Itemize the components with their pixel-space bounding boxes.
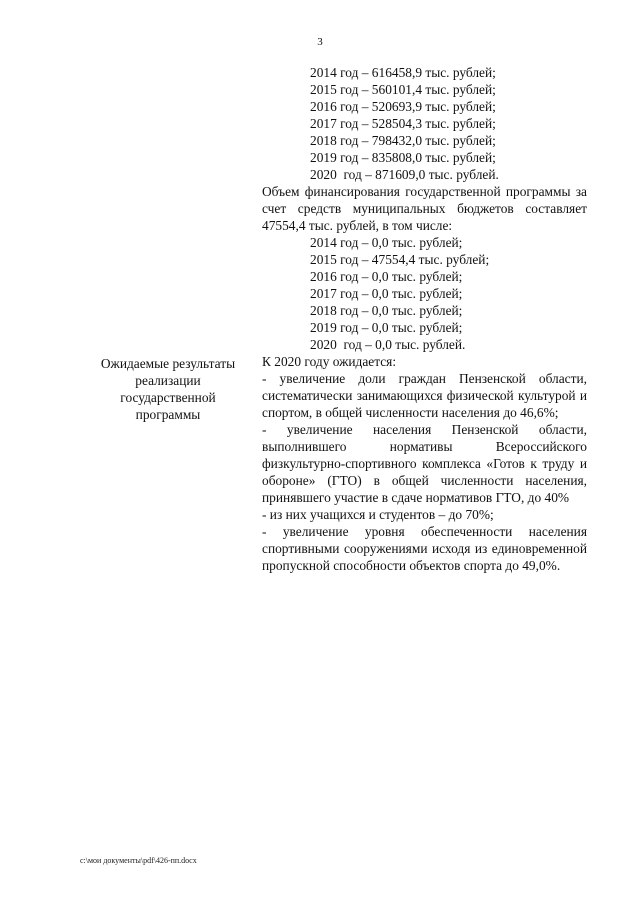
list-item: 2015 год – 47554,4 тыс. рублей; <box>310 252 490 267</box>
list-item: 2017 год – 528504,3 тыс. рублей; <box>310 116 496 131</box>
list-item: 2016 год – 0,0 тыс. рублей; <box>310 269 463 284</box>
list-item: - увеличение населения Пензенской области, выполнившего нормативы Всероссийского физкультурно-спортивного комплекса «Готов к труду и обороне» (ГТО) в общей численности населения, принявшего участие в сдаче нормативов ГТО, до 40% <box>262 422 587 505</box>
list-item: 2020 год – 0,0 тыс. рублей. <box>310 337 466 352</box>
financing-municipal-list <box>262 234 635 353</box>
results-intro: К 2020 году ожидается: <box>262 354 397 369</box>
list-item: 2019 год – 0,0 тыс. рублей; <box>310 320 463 335</box>
list-item: 2020 год – 871609,0 тыс. рублей. <box>310 167 499 182</box>
list-item: 2016 год – 520693,9 тыс. рублей; <box>310 99 496 114</box>
list-item: 2015 год – 560101,4 тыс. рублей; <box>310 82 496 97</box>
results-block <box>262 353 587 574</box>
list-item: 2018 год – 798432,0 тыс. рублей; <box>310 133 496 148</box>
results-label: Ожидаемые результаты реализации государственной программы <box>100 356 236 422</box>
financing-regional-list <box>262 64 635 183</box>
list-item: - из них учащихся и студентов – до 70%; <box>262 507 494 522</box>
list-item: 2017 год – 0,0 тыс. рублей; <box>310 286 463 301</box>
footer-file-path: c:\мои документы\pdf\426-пп.docx <box>80 856 197 865</box>
page-number: 3 <box>317 36 323 48</box>
list-item: 2018 год – 0,0 тыс. рублей; <box>310 303 463 318</box>
list-item: - увеличение доли граждан Пензенской области, систематически занимающихся физической культурой и спортом, в общей численности населения до 46,6%; <box>262 371 587 420</box>
list-item: 2014 год – 0,0 тыс. рублей; <box>310 235 463 250</box>
list-item: - увеличение уровня обеспеченности населения спортивными сооружениями исходя из единовременной пропускной способности объектов спорта до 49,0%. <box>262 524 587 573</box>
list-item: 2019 год – 835808,0 тыс. рублей; <box>310 150 496 165</box>
list-item: 2014 год – 616458,9 тыс. рублей; <box>310 65 496 80</box>
municipal-intro: Объем финансирования государственной программы за счет средств муниципальных бюджетов составляет 47554,4 тыс. рублей, в том числе: <box>262 184 587 233</box>
